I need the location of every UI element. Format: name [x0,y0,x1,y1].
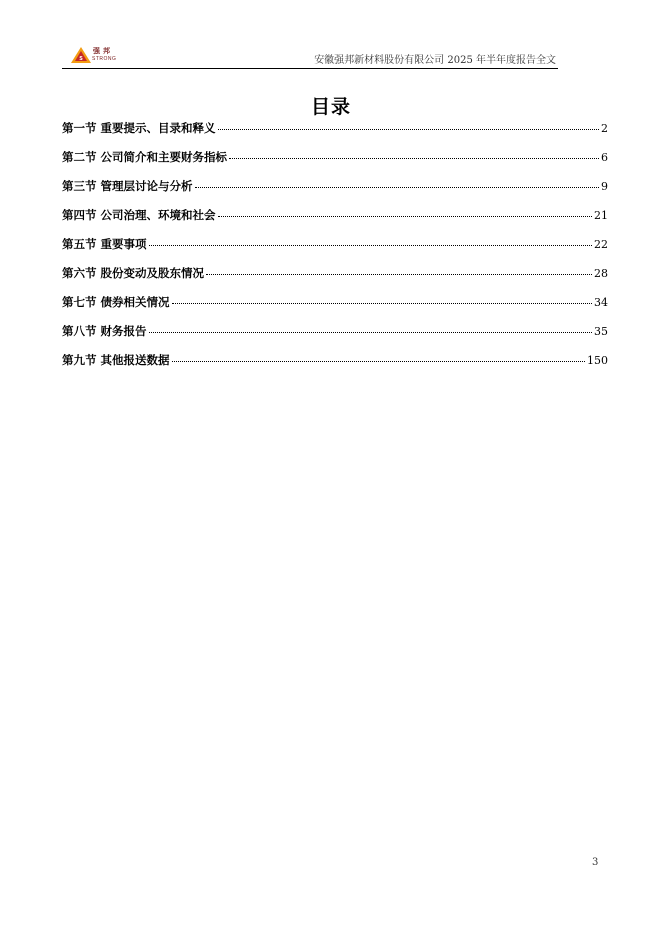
table-of-contents [62,120,608,381]
page-header [62,42,558,69]
strong-logo-icon [70,46,92,64]
logo-text-en: STRONG [92,56,117,62]
toc-entry-label[interactable]: 第三节 管理层讨论与分析 [62,179,193,193]
toc-entry-label[interactable]: 第四节 公司治理、环境和社会 [62,208,216,222]
toc-entry-section-5[interactable] [62,236,608,265]
toc-leader-dots [206,274,592,275]
toc-entry-section-2[interactable] [62,149,608,178]
toc-entry-page[interactable]: 35 [594,325,608,338]
toc-entry-page[interactable]: 34 [594,296,608,309]
toc-entry-label[interactable]: 第九节 其他报送数据 [62,353,170,367]
toc-entry-section-1[interactable] [62,120,608,149]
company-logo [70,46,130,66]
toc-leader-dots [218,129,599,130]
toc-entry-label[interactable]: 第五节 重要事项 [62,237,147,251]
toc-leader-dots [149,332,592,333]
toc-leader-dots [149,245,592,246]
toc-entry-label[interactable]: 第八节 财务报告 [62,324,147,338]
toc-leader-dots [195,187,599,188]
toc-entry-page[interactable]: 2 [601,122,608,135]
toc-leader-dots [218,216,592,217]
toc-entry-page[interactable]: 22 [594,238,608,251]
toc-leader-dots [229,158,599,159]
toc-entry-section-8[interactable] [62,323,608,352]
logo-text-cn: 强邦 [93,46,113,55]
toc-leader-dots [172,303,592,304]
toc-title: 目录 [310,96,351,118]
toc-entry-label[interactable]: 第二节 公司简介和主要财务指标 [62,150,228,164]
page-number: 3 [592,857,599,868]
toc-entry-page[interactable]: 6 [601,151,608,164]
toc-leader-dots [172,361,585,362]
toc-entry-page[interactable]: 150 [587,354,608,367]
toc-entry-label[interactable]: 第七节 债券相关情况 [62,295,170,309]
toc-entry-section-3[interactable] [62,178,608,207]
svg-text:S: S [79,56,83,62]
toc-entry-label[interactable]: 第一节 重要提示、目录和释义 [62,121,216,135]
toc-entry-section-9[interactable] [62,352,608,381]
toc-entry-section-7[interactable] [62,294,608,323]
toc-entry-section-4[interactable] [62,207,608,236]
toc-entry-page[interactable]: 21 [594,209,608,222]
document-title: 安徽强邦新材料股份有限公司 2025 年半年度报告全文 [314,55,556,66]
toc-entry-page[interactable]: 9 [601,180,608,193]
toc-entry-section-6[interactable] [62,265,608,294]
toc-entry-page[interactable]: 28 [594,267,608,280]
toc-entry-label[interactable]: 第六节 股份变动及股东情况 [62,266,205,280]
